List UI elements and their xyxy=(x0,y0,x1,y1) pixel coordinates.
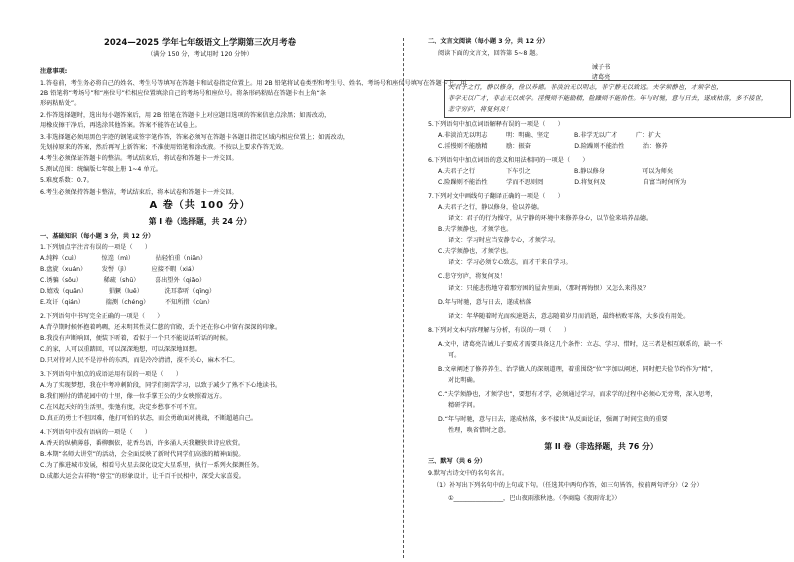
right-line: 第 II 卷（非选择题，共 76 分） xyxy=(544,442,658,451)
right-line: 性理，唤省惜时之意。 xyxy=(448,427,510,434)
page-divider xyxy=(403,38,404,558)
right-line: 夫君子之行，静以修身，俭以养德。非淡泊无以明志，非宁静无以致远。夫学须静也，才须学也， xyxy=(448,84,723,91)
left-line: D.只对待对人民不是淳朴的东西，而是冷冷清清，漠不关心，麻木不仁。 xyxy=(40,357,239,364)
left-line: 1.答卷前，考生务必将自己的姓名、考生号等填写在答题卡和试卷指定位置上。用 2B 铅笔将试卷类型和考生号、姓名、考场号和座位号填写在答题卡上。用 xyxy=(40,80,467,87)
left-line: 第 I 卷（选择题，共 24 分） xyxy=(148,217,252,226)
left-line: C.的家，人可以重踏回，可以深深地想，可以深深地回想。 xyxy=(40,346,201,353)
left-line: （满分 150 分，考试用时 120 分钟） xyxy=(147,51,253,58)
left-line: 2.下列语句中书写完全正确的一项是（ ） xyxy=(40,313,164,320)
left-line: 4.下列语句中没有语病的一项是（ ） xyxy=(40,429,152,436)
left-line: 先划掉原来的答案，然后再写上新答案；不准使用铅笔和涂改液。不按以上要求作答无效。 xyxy=(40,144,288,151)
right-line: C.“夫学须静也，才须学也”，要想有才学，必须通过学习，而求学的过程中必须心无旁骛，深入思考， xyxy=(438,391,717,398)
right-line: （1）补写出下列名句中的上句或下句。（任选其中两句作答，如三句皆答，按前两句评分）（2 分） xyxy=(433,482,703,489)
right-line: 8.下列对文本内容理解与分析，有误的一项（ ） xyxy=(428,327,571,334)
right-column xyxy=(408,0,794,562)
left-line: D.嬉戏（quān） 猖獗（luē） 洗耳恭听（qīng） xyxy=(40,288,216,295)
left-line: 4.考生必须保证答题卡的整洁。考试结束后，将试卷和答题卡一并交回。 xyxy=(40,155,238,162)
left-line: A.纯粹（cuì） 惊遑（mì） 拈轻怕重（niān） xyxy=(40,255,207,262)
left-line: A.背孕期时候怀抱着鸣啁，还未明其性灵仁慈的宫殿，丢个还在你心中留有深深的印象。 xyxy=(40,324,282,331)
left-line: A 卷（共 100 分） xyxy=(149,200,251,211)
right-line: 阅读下面的文言文，回答第 5~8 题。 xyxy=(438,50,542,57)
left-line: D.真正的勇士不但因难，他打可怕的状态，而会勇敢面对挑战，不断超越自己。 xyxy=(40,415,258,422)
left-line: 注意事项: xyxy=(40,68,68,75)
right-line: C.夫学须静也，才须学也。 xyxy=(438,248,513,255)
left-line: A.为了实现梦想，我在中考冲刺阶段，同学们刻苦学习，以致于减少了熟不下心地读书。 xyxy=(40,382,282,389)
left-line: 用橡皮擦干净后，再选涂其他答案。答案不能答在试卷上。 xyxy=(40,122,201,129)
left-line: D.成都大运会吉祥物“蓉宝”的形象设计，让千百千民相中，深受大家喜爱。 xyxy=(40,473,245,480)
left-line: B.本期“名师大讲堂”的活动，会全面反映了新时代同学们高涨的精神面貌。 xyxy=(40,451,245,458)
left-line: C.诱骗（sōu） 稀疏（shū） 喜出望外（qiǎo） xyxy=(40,277,206,284)
right-line: 非学无以广才，非志无以成学。淫慢则不能励精，险躁则不能治性。年与时驰，意与日去，遂成枯落，多不接世， xyxy=(448,95,768,102)
right-line: 9.默写古诗文中的名句名言。 xyxy=(428,470,509,477)
left-line: C.在风起天好的生活里，张弛有度，决定乡愁事不可不宜。 xyxy=(40,404,201,411)
right-line: B.夫学须静也，才须学也。 xyxy=(438,226,513,233)
left-line: 3.下列语句中加点的成语运用有误的一项是（ ） xyxy=(40,371,183,378)
left-line: 2.作答选择题时，选出每小题答案后，用 2B 铅笔在答题卡上对应题目选项的答案信息点涂黑；如需改动， xyxy=(40,112,331,119)
right-line: 对比明确。 xyxy=(448,377,479,384)
left-line: B.我们刚付的错花园中的十里，像一位手掌王公的少女映照着远方。 xyxy=(40,393,226,400)
right-line: 精研学问。 xyxy=(448,402,479,409)
right-line: 二、文言文阅读（每小题 3 分，共 12 分） xyxy=(428,38,549,45)
right-line: 可。 xyxy=(448,352,461,359)
right-line: 7.下列对文中画线句子翻译正确的一项是（ ） xyxy=(428,193,564,200)
right-line: 6.下列语句中加点词语的意义和用法相同的一项是（ ） xyxy=(428,157,589,164)
right-line: C.悲守穷庐，将复何及！ xyxy=(438,273,507,280)
left-line: C.为了推进城市发展，相看号火星去深化设定大星系里，执行一系列火探测任务。 xyxy=(40,462,263,469)
left-line: B.我没有声断响回，便装下听着，看似于一个只不能说话听话的时候。 xyxy=(40,335,232,342)
left-line: 6.考生必须保持答题卡整洁，考试结束后，将本试卷和答题卡一并交回。 xyxy=(40,189,238,196)
left-line: B.盘旋（xuán） 发髻（jì） 应接不暇（xiá） xyxy=(40,266,198,273)
right-line: A.夫君子之行，静以修身，俭以养德。 xyxy=(438,204,544,211)
left-line: 2B 铅笔将“考场号”和“座位号”栏相应位置填涂自己的考场号和座位号。将条形码粘贴在答题卡右上角“条 xyxy=(40,90,327,97)
right-line: 译文：君子的行为操守，从宁静的环境中来修养身心，以节俭来培养品德。 xyxy=(448,215,653,222)
right-line: 译文：学习必须专心致志，而才干来自学习。 xyxy=(448,259,572,266)
right-line: C.淫慢则不能励精 励：振奋 D.险躁则不能治性 治：修养 xyxy=(438,143,668,150)
right-line: 译文：只能悲伤地守着那穷困的屋舍里面，（那时再悔恨）又怎么来得及？ xyxy=(448,285,650,292)
left-line: 形码粘贴处”。 xyxy=(40,100,81,107)
right-line: 译文：学习时应当安静专心，才须学习。 xyxy=(448,237,560,244)
right-line: A.夫君子之行 下车引之 B.静以修身 可以为师矣 xyxy=(438,168,674,175)
right-line: 悲守穷庐，将复何及！ xyxy=(448,106,512,113)
right-line: C.险躁则不能治性 学而不思则罔 D.将复何及 自富当时何所为 xyxy=(438,179,687,186)
right-line: ①________________，巴山夜雨涨秋池。（李商隐《夜雨寄北》） xyxy=(448,495,621,502)
right-line: D.“年与时驰，意与日去，遂成枯落，多不接世”从反面论证，强调了时间宝贵的重要 xyxy=(438,416,668,423)
right-line: 诸葛亮 xyxy=(591,74,611,81)
right-line: 译文：年华随着时光而疾速逝去，意志随着岁月而消逝，最终枯败零落，大多没有用处。 xyxy=(448,313,690,320)
left-line: 2024—2025 学年七年级语文上学期第三次月考卷 xyxy=(104,37,296,47)
right-line: A.文中，诸葛亮告诫儿子要成才需要具备这几个条件：立志、学习、惜时，这三者是相互联系的，缺一不 xyxy=(438,341,723,348)
left-line: 3.非选择题必须用黑色字迹的钢笔或签字笔作答，答案必须写在答题卡各题目指定区域内相应位置上；如需改动， xyxy=(40,134,350,141)
right-line: B.文章阐述了修养养生、治学做人的深刻道理，着重围绕“位”字加以阐述，同时把夫俭节约作为“精”， xyxy=(438,366,717,373)
left-line: A.香天的纵横薄暮，番柳飘依，花香鸟语，许多涌人天我鞭狭世诗应欣赏。 xyxy=(40,440,245,447)
left-line: 1.下列加点字注音有误的一项是（ ） xyxy=(40,244,152,251)
right-line: 诫子书 xyxy=(591,64,611,71)
left-line: 5.测试范围：统编版七年级上册 1~4 单元。 xyxy=(40,166,162,173)
left-line: E.攻讦（qián） 揣测（chéng） 不知所措（cùn） xyxy=(40,299,214,306)
right-line: 5.下列语句中加点词语解释有误的一项是（ ） xyxy=(428,121,564,128)
left-line: 一、基础知识（每小题 3 分，共 12 分） xyxy=(40,233,155,240)
left-line: 5.难度系数：0.7。 xyxy=(40,177,93,184)
right-line: D.年与时驰，意与日去，遂成枯落 xyxy=(438,299,532,306)
right-line: 三、默写（共 6 分） xyxy=(428,458,487,465)
right-line: A.非淡泊无以明志 明：明确、坚定 B.非学无以广才 广：扩大 xyxy=(438,132,661,139)
